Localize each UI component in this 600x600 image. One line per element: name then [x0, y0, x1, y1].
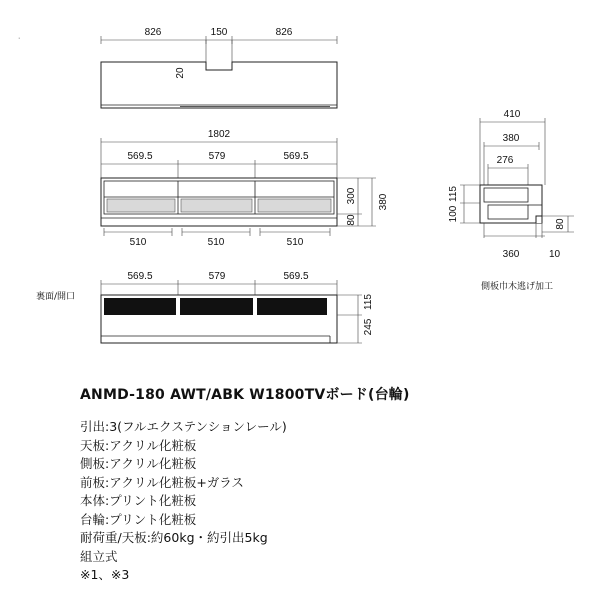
front-dim-drawer-1: 569.5	[127, 151, 153, 162]
spec-drawer: 引出:3(フルエクステンションレール)	[80, 419, 287, 434]
spec-assembly: 組立式	[80, 548, 118, 564]
back-view-label: 裏面/開口	[36, 292, 76, 302]
back-dim-opening-2: 579	[208, 271, 226, 282]
svg-text:·: ·	[18, 35, 21, 42]
spec-base: 台輪:プリント化粧板	[80, 511, 197, 527]
back-dim-opening-1: 569.5	[127, 271, 153, 282]
spec-body: 本体:プリント化粧板	[80, 493, 197, 508]
front-dim-drawer-2: 579	[208, 151, 226, 162]
back-dim-lower-height: 245	[363, 318, 374, 336]
front-dim-inner-3: 510	[286, 237, 304, 248]
side-dim-base-offset: 10	[549, 249, 561, 260]
side-dim-base-depth: 360	[502, 249, 520, 260]
side-dim-left-upper: 115	[448, 186, 459, 202]
front-dim-inner-1: 510	[129, 237, 147, 248]
top-dim-left: 826	[144, 27, 162, 38]
front-dim-drawer-3: 569.5	[283, 151, 309, 162]
side-dim-left-lower: 100	[448, 205, 459, 223]
spec-side-board: 側板:アクリル化粧板	[80, 456, 197, 471]
front-dim-base-height: 80	[346, 214, 357, 226]
front-view	[101, 129, 389, 248]
spec-front-board: 前板:アクリル化粧板+ガラス	[80, 474, 244, 490]
spec-load: 耐荷重/天板:約60kg・約引出5kg	[80, 530, 268, 545]
back-view	[36, 271, 374, 343]
back-dim-opening-height: 115	[363, 294, 374, 310]
spec-block	[80, 384, 580, 585]
spec-notes: ※1、※3	[80, 567, 130, 582]
side-view-caption: 側板巾木逃げ加工	[480, 282, 554, 292]
side-view	[448, 109, 574, 292]
spec-top-board: 天板:アクリル化粧板	[80, 437, 197, 453]
side-dim-inner-depth: 380	[502, 133, 520, 144]
front-dim-inner-2: 510	[207, 237, 225, 248]
back-dim-opening-3: 569.5	[283, 271, 309, 282]
top-dim-notch: 20	[175, 67, 186, 79]
front-dim-drawer-height: 300	[346, 187, 357, 205]
side-dim-depth: 410	[503, 109, 521, 120]
side-dim-drawer-depth: 276	[496, 155, 514, 166]
side-dim-right-lower: 80	[555, 218, 566, 230]
front-dim-overall: 1802	[207, 129, 231, 140]
top-dim-center: 150	[210, 27, 228, 38]
front-dim-total-height: 380	[378, 193, 389, 211]
top-dim-right: 826	[275, 27, 293, 38]
product-title: ANMD-180 AWT/ABK W1800TVボード(台輪)	[80, 387, 410, 403]
top-view	[101, 27, 337, 108]
